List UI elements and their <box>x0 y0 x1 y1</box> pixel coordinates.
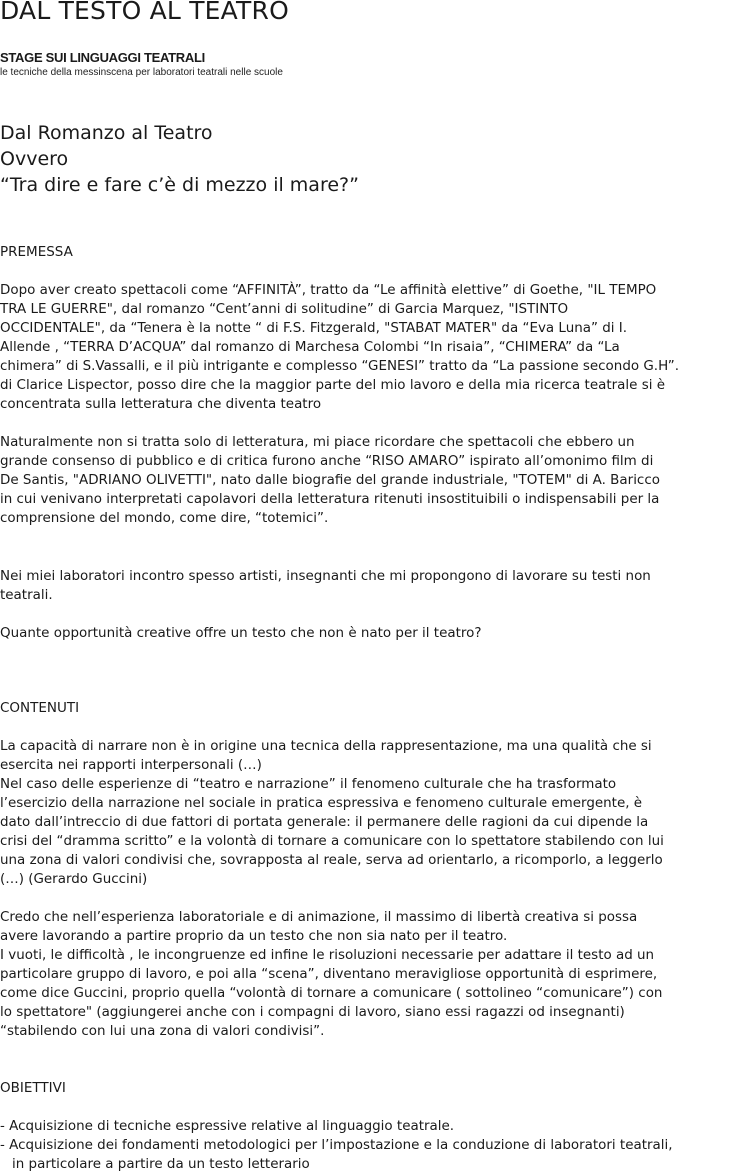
premessa-paragraph-2 <box>0 433 733 528</box>
contenuti-paragraph-1 <box>0 737 733 889</box>
intro-line-2: Ovvero <box>0 148 69 170</box>
text-line: di Clarice Lispector, posso dire che la maggior parte del mio lavoro e della mia ricerca teatrale si è <box>0 378 665 393</box>
list-item: - Acquisizione dei fondamenti metodologici per l’impostazione e la conduzione di laboratori teatrali, <box>0 1138 673 1153</box>
text-line: Nei miei laboratori incontro spesso artisti, insegnanti che mi propongono di lavorare su testi non <box>0 569 651 584</box>
premessa-paragraph-3 <box>0 567 733 605</box>
premessa-heading: PREMESSA <box>0 244 73 260</box>
list-item: - Acquisizione di tecniche espressive relative al linguaggio teatrale. <box>0 1119 455 1134</box>
text-line: crisi del “dramma scritto” e la volontà di tornare a comunicare con lo spettatore stabilendo con lui <box>0 834 664 849</box>
text-line: chimera” di S.Vassalli, e il più intrigante e complesso “GENESI” tratto da “La passione secondo G.H”. <box>0 359 680 374</box>
intro-line-3: “Tra dire e fare c’è di mezzo il mare?” <box>0 174 359 196</box>
premessa-paragraph-1 <box>0 281 733 414</box>
obiettivi-list <box>0 1117 733 1174</box>
text-line: “stabilendo con lui una zona di valori condivisi”. <box>0 1024 325 1039</box>
obiettivi-heading: OBIETTIVI <box>0 1080 66 1096</box>
contenuti-paragraph-2 <box>0 908 733 1041</box>
text-line: in cui venivano interpretati capolavori della letteratura ritenuti insostituibili o indispensabili per la <box>0 492 660 507</box>
stage-heading: STAGE SUI LINGUAGGI TEATRALI <box>0 50 205 65</box>
intro-line-1: Dal Romanzo al Teatro <box>0 122 213 144</box>
text-line: Dopo aver creato spettacoli come “AFFINITÀ”, tratto da “Le affinità elettive” di Goethe, "IL TEMPO <box>0 283 657 298</box>
text-line: I vuoti, le difficoltà , le incongruenze ed infine le risoluzioni necessarie per adattare il testo ad un <box>0 948 655 963</box>
text-line: Naturalmente non si tratta solo di letteratura, mi piace ricordare che spettacoli che ebbero un <box>0 435 635 450</box>
document-title: DAL TESTO AL TEATRO <box>0 0 289 25</box>
contenuti-heading: CONTENUTI <box>0 700 80 716</box>
text-line: (…) (Gerardo Guccini) <box>0 872 148 887</box>
text-line: TRA LE GUERRE", dal romanzo “Cent’anni di solitudine” di Garcia Marquez, "ISTINTO <box>0 302 569 317</box>
text-line: particolare gruppo di lavoro, e poi alla “scena”, diventano meravigliose opportunità di esprimere, <box>0 967 658 982</box>
text-line: l’esercizio della narrazione nel sociale in pratica espressiva e fenomeno culturale emergente, è <box>0 796 643 811</box>
text-line: Allende , “TERRA D’ACQUA” dal romanzo di Marchesa Colombi “In risaia”, “CHIMERA” da “La <box>0 340 620 355</box>
text-line: Quante opportunità creative offre un testo che non è nato per il teatro? <box>0 626 482 641</box>
text-line: concentrata sulla letteratura che diventa teatro <box>0 397 322 412</box>
list-item-continuation: in particolare a partire da un testo letterario <box>12 1157 310 1172</box>
text-line: dato dall’intreccio di due fattori di portata generale: il permanere delle ragioni da cui dipende la <box>0 815 649 830</box>
text-line: La capacità di narrare non è in origine una tecnica della rappresentazione, ma una qualità che si <box>0 739 652 754</box>
text-line: Credo che nell’esperienza laboratoriale e di animazione, il massimo di libertà creativa si possa <box>0 910 638 925</box>
text-line: come dice Guccini, proprio quella “volontà di tornare a comunicare ( sottolineo “comunicare”) con <box>0 986 663 1001</box>
text-line: esercita nei rapporti interpersonali (…) <box>0 758 262 773</box>
text-line: teatrali. <box>0 588 53 603</box>
text-line: una zona di valori condivisi che, sovrapposta al reale, serva ad orientarlo, a ricomporlo, a leggerlo <box>0 853 663 868</box>
text-line: grande consenso di pubblico e di critica furono anche “RISO AMARO” ispirato all’omonimo film di <box>0 454 654 469</box>
text-line: OCCIDENTALE", da “Tenera è la notte “ di F.S. Fitzgerald, "STABAT MATER" da “Eva Luna” di I. <box>0 321 628 336</box>
text-line: avere lavorando a partire proprio da un testo che non sia nato per il teatro. <box>0 929 508 944</box>
text-line: lo spettatore" (aggiungerei anche con i compagni di lavoro, siano essi ragazzi od insegnanti) <box>0 1005 625 1020</box>
text-line: Nel caso delle esperienze di “teatro e narrazione” il fenomeno culturale che ha trasformato <box>0 777 617 792</box>
text-line: comprensione del mondo, come dire, “totemici”. <box>0 511 329 526</box>
premessa-question <box>0 624 733 643</box>
text-line: De Santis, "ADRIANO OLIVETTI", nato dalle biografie del grande industriale, "TOTEM" di A. Baricco <box>0 473 660 488</box>
stage-subtitle: le tecniche della messinscena per laboratori teatrali nelle scuole <box>0 67 283 78</box>
